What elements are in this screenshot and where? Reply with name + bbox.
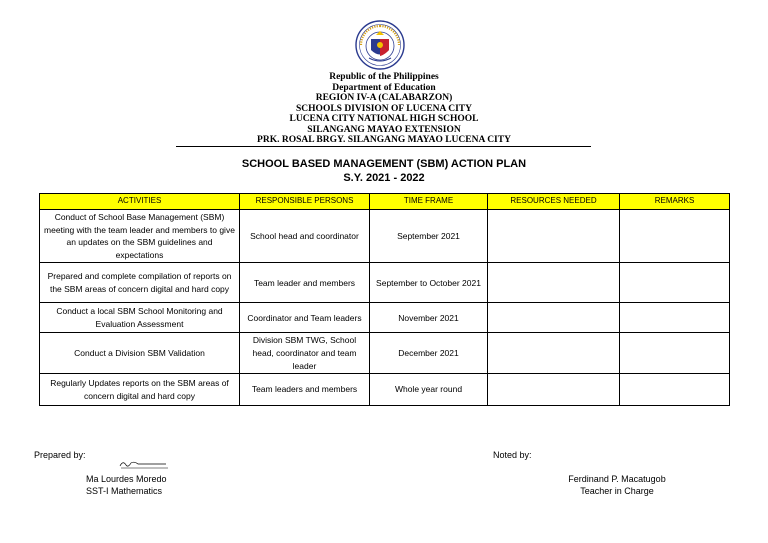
prepared-by-label: Prepared by:	[34, 450, 86, 460]
column-header-remarks: REMARKS	[620, 194, 730, 210]
letterhead-republic: Republic of the Philippines	[329, 72, 439, 82]
remarks-cell	[620, 210, 730, 263]
letterhead-region: REGION IV-A (CALABARZON)	[315, 93, 453, 103]
letterhead-divider	[176, 146, 591, 147]
responsible-cell: Coordinator and Team leaders	[240, 303, 370, 333]
remarks-cell	[620, 263, 730, 303]
remarks-cell	[620, 374, 730, 406]
letterhead-school: LUCENA CITY NATIONAL HIGH SCHOOL	[289, 114, 479, 124]
activity-cell: Conduct of School Base Management (SBM) meeting with the team leader and members to give an updates on the SBM guidelines and expectations	[40, 210, 240, 263]
responsible-cell: Team leader and members	[240, 263, 370, 303]
remarks-cell	[620, 333, 730, 374]
responsible-cell: Team leaders and members	[240, 374, 370, 406]
resources-cell	[488, 263, 620, 303]
resources-cell	[488, 333, 620, 374]
deped-seal-icon	[355, 20, 405, 70]
time-frame-cell: September to October 2021	[370, 263, 488, 303]
table-row	[40, 263, 730, 303]
prepared-by-name: Ma Lourdes Moredo	[86, 474, 167, 484]
signature-icon	[118, 458, 170, 470]
column-header-responsible-persons: RESPONSIBLE PERSONS	[240, 194, 370, 210]
activity-cell: Regularly Updates reports on the SBM areas of concern digital and hard copy	[40, 374, 240, 406]
page-title: SCHOOL BASED MANAGEMENT (SBM) ACTION PLAN	[241, 158, 527, 170]
letterhead-extension: SILANGANG MAYAO EXTENSION	[307, 124, 461, 135]
column-header-resources-needed: RESOURCES NEEDED	[488, 194, 620, 210]
time-frame-cell: September 2021	[370, 210, 488, 263]
prepared-by-position: SST-I Mathematics	[86, 486, 163, 496]
table-row	[40, 333, 730, 374]
action-plan-table	[39, 193, 730, 406]
noted-by-label: Noted by:	[493, 450, 532, 460]
resources-cell	[488, 303, 620, 333]
letterhead-address: PRK. ROSAL BRGY. SILANGANG MAYAO LUCENA CITY	[257, 135, 511, 145]
school-year: S.Y. 2021 - 2022	[343, 172, 425, 184]
noted-by-position: Teacher in Charge	[580, 486, 654, 496]
activity-cell: Conduct a Division SBM Validation	[40, 333, 240, 374]
responsible-cell: Division SBM TWG, School head, coordinator and team leader	[240, 333, 370, 374]
time-frame-cell: November 2021	[370, 303, 488, 333]
letterhead-division: SCHOOLS DIVISION OF LUCENA CITY	[296, 103, 472, 114]
remarks-cell	[620, 303, 730, 333]
column-header-time-frame: TIME FRAME	[370, 194, 488, 210]
activity-cell: Prepared and complete compilation of reports on the SBM areas of concern digital and hard copy	[40, 263, 240, 303]
resources-cell	[488, 374, 620, 406]
table-row	[40, 210, 730, 263]
letterhead-department: Department of Education	[332, 82, 436, 93]
activity-cell: Conduct a local SBM School Monitoring and Evaluation Assessment	[40, 303, 240, 333]
resources-cell	[488, 210, 620, 263]
column-header-activities: ACTIVITIES	[40, 194, 240, 210]
time-frame-cell: December 2021	[370, 333, 488, 374]
noted-by-name: Ferdinand P. Macatugob	[568, 474, 666, 484]
responsible-cell: School head and coordinator	[240, 210, 370, 263]
time-frame-cell: Whole year round	[370, 374, 488, 406]
table-row	[40, 303, 730, 333]
table-header-row	[40, 194, 730, 210]
table-row	[40, 374, 730, 406]
